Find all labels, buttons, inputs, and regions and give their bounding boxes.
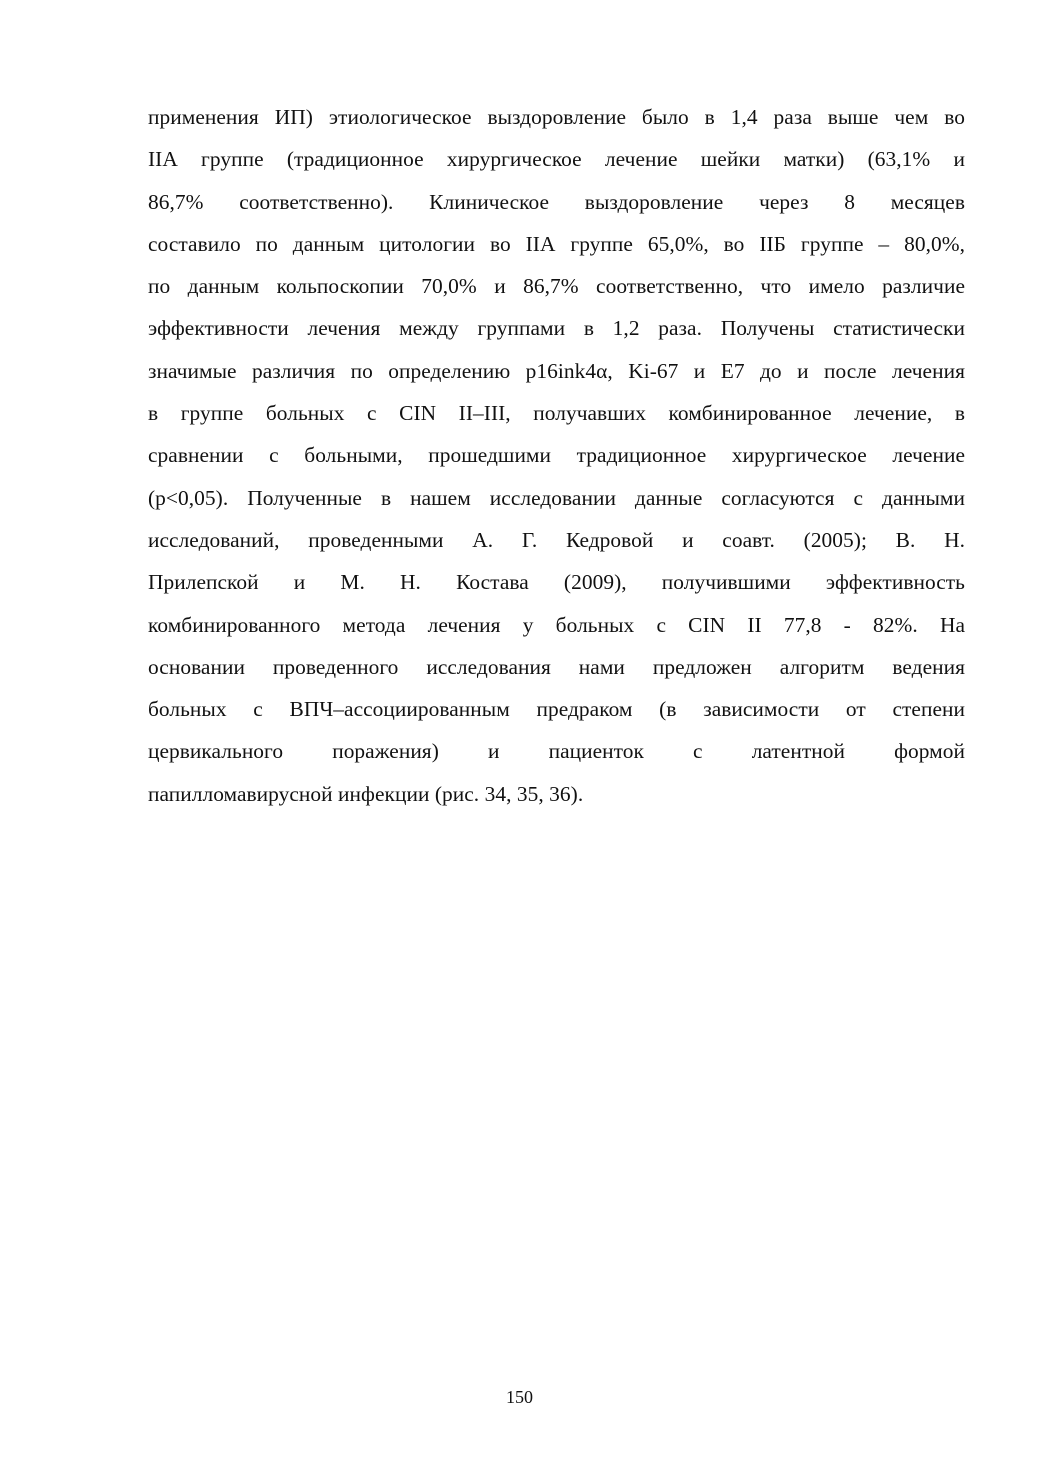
text-line: (р<0,05). Полученные в нашем исследовании данные согласуются с данными [148, 485, 965, 510]
text-line: сравнении с больными, прошедшими традиционное хирургическое лечение [148, 443, 965, 468]
page-number: 150 [506, 1387, 533, 1407]
text-line: основании проведенного исследования нами предложен алгоритм ведения [148, 654, 965, 679]
text-line: цервикального поражения) и пациенток с латентной формой [148, 739, 965, 764]
text-line: IIА группе (традиционное хирургическое лечение шейки матки) (63,1% и [148, 147, 965, 172]
text-line: 86,7% соответственно). Клиническое выздоровление через 8 месяцев [148, 189, 965, 214]
text-line: комбинированного метода лечения у больных с CIN II 77,8 - 82%. На [148, 612, 965, 637]
text-line: исследований, проведенными А. Г. Кедровой и соавт. (2005); В. Н. [148, 527, 965, 552]
text-line: Прилепской и М. Н. Костава (2009), получившими эффективность [148, 570, 965, 595]
text-line: эффективности лечения между группами в 1,2 раза. Получены статистически [148, 316, 965, 341]
body-paragraph [148, 96, 965, 815]
text-line: применения ИП) этиологическое выздоровление было в 1,4 раза выше чем во [148, 105, 965, 129]
text-line: по данным кольпоскопии 70,0% и 86,7% соответственно, что имело различие [148, 274, 965, 299]
text-line: больных с ВПЧ–ассоциированным предраком (в зависимости от степени [148, 697, 965, 722]
text-line: значимые различия по определению р16ink4α, Ki-67 и Е7 до и после лечения [148, 358, 965, 383]
text-line: составило по данным цитологии во IIА группе 65,0%, во IIБ группе – 80,0%, [148, 231, 965, 256]
text-line: папилломавирусной инфекции (рис. 34, 35, 36). [148, 781, 584, 806]
text-line: в группе больных с CIN II–III, получавших комбинированное лечение, в [148, 401, 965, 426]
